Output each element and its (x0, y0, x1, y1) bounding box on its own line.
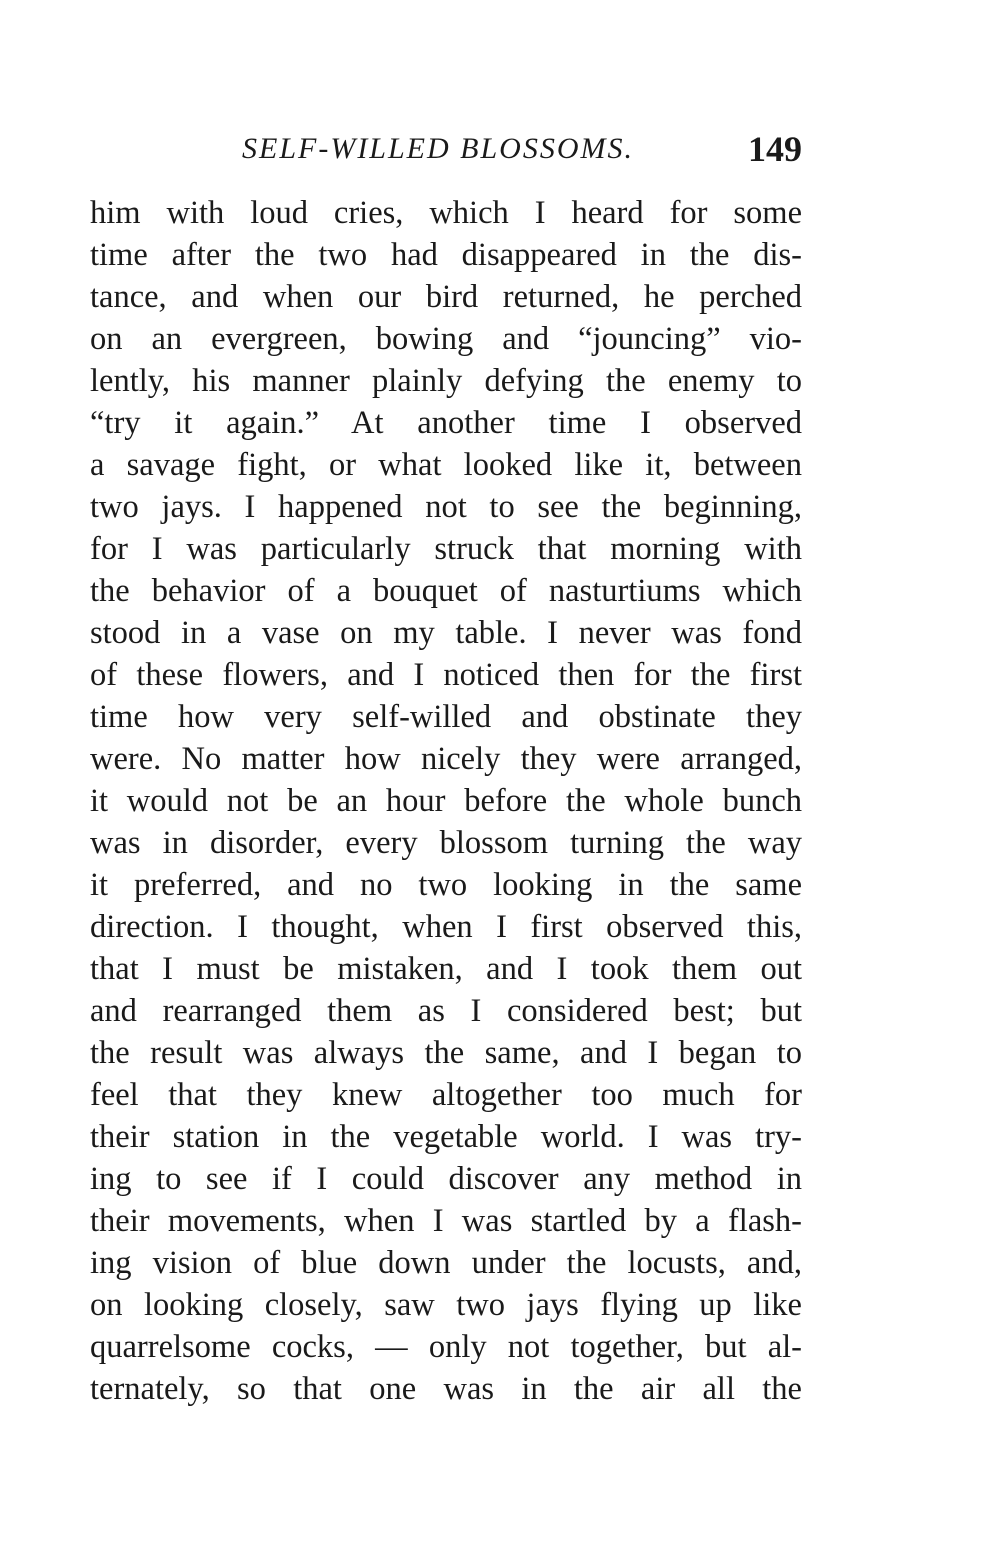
running-title: SELF-WILLED BLOSSOMS. (242, 132, 634, 165)
text-line: lently, his manner plainly defying the enemy to (90, 363, 802, 399)
text-line: ing vision of blue down under the locusts, and, (90, 1245, 802, 1281)
text-line: ing to see if I could discover any method in (90, 1161, 802, 1197)
text-line: for I was particularly struck that morning with (90, 531, 802, 567)
text-line: two jays. I happened not to see the beginning, (90, 489, 802, 525)
text-line: their movements, when I was startled by a flash- (90, 1203, 802, 1239)
text-line: their station in the vegetable world. I was try- (90, 1119, 802, 1155)
text-line: feel that they knew altogether too much for (90, 1077, 802, 1113)
text-line: were. No matter how nicely they were arranged, (90, 741, 802, 777)
text-line: the result was always the same, and I began to (90, 1035, 802, 1071)
text-line: on an evergreen, bowing and “jouncing” vio- (90, 321, 802, 357)
text-line: ternately, so that one was in the air all the (90, 1371, 802, 1407)
text-line: direction. I thought, when I first observed this, (90, 909, 802, 945)
text-line: time after the two had disappeared in the dis- (90, 237, 802, 273)
text-line: on looking closely, saw two jays flying up like (90, 1287, 802, 1323)
text-line: him with loud cries, which I heard for some (90, 195, 802, 231)
text-line: was in disorder, every blossom turning the way (90, 825, 802, 861)
text-line: quarrelsome cocks, — only not together, but al- (90, 1329, 802, 1365)
body-text (90, 192, 802, 1410)
text-line: of these flowers, and I noticed then for the first (90, 657, 802, 693)
running-head (90, 128, 802, 172)
text-line: that I must be mistaken, and I took them out (90, 951, 802, 987)
page-number: 149 (748, 129, 802, 169)
text-line: it preferred, and no two looking in the same (90, 867, 802, 903)
text-line: “try it again.” At another time I observed (90, 405, 802, 441)
text-line: the behavior of a bouquet of nasturtiums which (90, 573, 802, 609)
text-line: it would not be an hour before the whole bunch (90, 783, 802, 819)
text-line: tance, and when our bird returned, he perched (90, 279, 802, 315)
text-line: stood in a vase on my table. I never was fond (90, 615, 802, 651)
text-line: and rearranged them as I considered best; but (90, 993, 802, 1029)
text-line: a savage fight, or what looked like it, between (90, 447, 802, 483)
text-line: time how very self-willed and obstinate they (90, 699, 802, 735)
